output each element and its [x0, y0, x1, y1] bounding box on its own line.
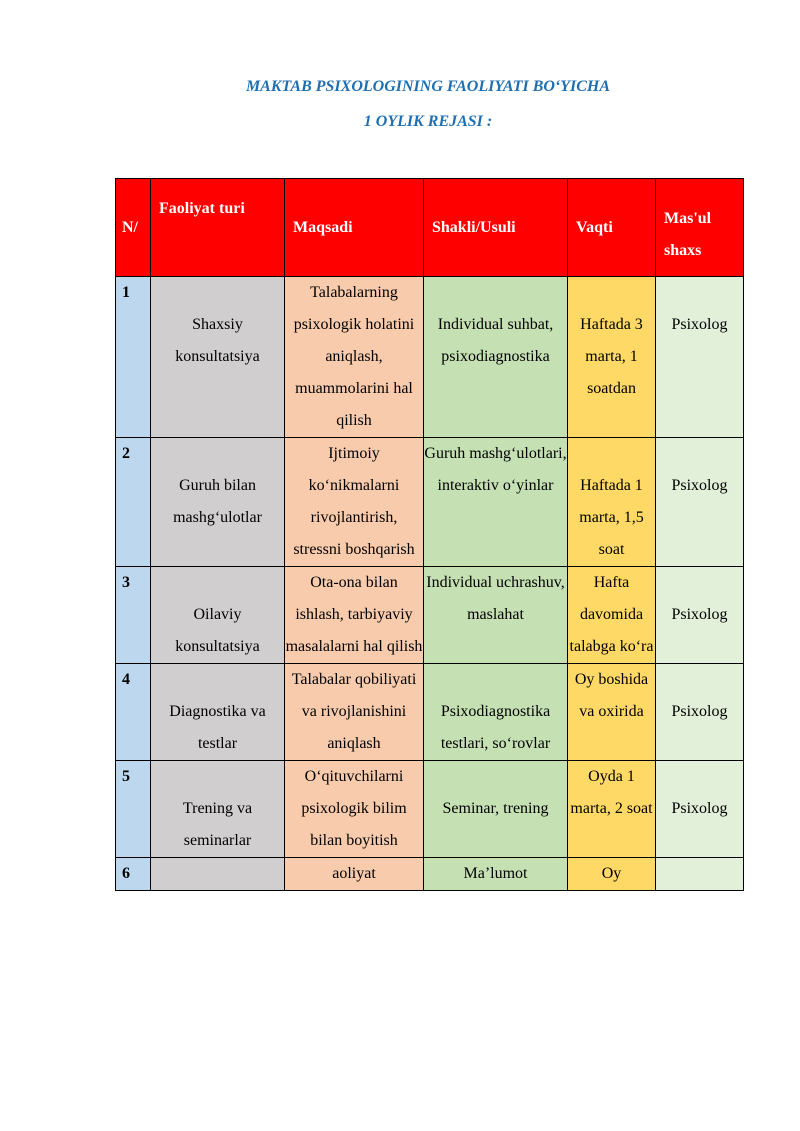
- header-responsible-person: Mas'ul shaxs: [656, 179, 744, 277]
- plan-table: [115, 178, 744, 891]
- row-number: 1: [116, 277, 151, 438]
- responsible-cell: Psixolog: [656, 438, 744, 567]
- header-number: N/: [116, 179, 151, 277]
- header-activity-type: Faoliyat turi: [151, 179, 285, 277]
- goal-cell: Ijtimoiy ko‘nikmalarni rivojlantirish, stressni boshqarish: [285, 438, 424, 567]
- goal-cell: Ota-ona bilan ishlash, tarbiyaviy masalalarni hal qilish: [285, 567, 424, 664]
- goal-cell: O‘qituvchilarni psixologik bilim bilan boyitish: [285, 761, 424, 858]
- activity-type-cell: Guruh bilan mashg‘ulotlar: [151, 438, 285, 567]
- form-cell: Individual suhbat, psixodiagnostika: [424, 277, 568, 438]
- time-cell: Haftada 3 marta, 1 soatdan: [568, 277, 656, 438]
- goal-cell: Talabalarning psixologik holatini aniqlash, muammolarini hal qilish: [285, 277, 424, 438]
- form-cell: Ma’lumot: [424, 858, 568, 891]
- table-row: [116, 277, 744, 438]
- responsible-cell: Psixolog: [656, 664, 744, 761]
- time-cell: Oy: [568, 858, 656, 891]
- activity-type-cell: Diagnostika va testlar: [151, 664, 285, 761]
- activity-type-cell: Oilaviy konsultatsiya: [151, 567, 285, 664]
- document-title: MAKTAB PSIXOLOGINING FAOLIYATI BO‘YICHA: [245, 78, 611, 95]
- header-goal: Maqsadi: [285, 179, 424, 277]
- time-cell: Oyda 1 marta, 2 soat: [568, 761, 656, 858]
- table-row: [116, 761, 744, 858]
- time-cell: Hafta davomida talabga ko‘ra: [568, 567, 656, 664]
- row-number: 3: [116, 567, 151, 664]
- row-number: 6: [116, 858, 151, 891]
- table-row: [116, 438, 744, 567]
- form-cell: Seminar, trening: [424, 761, 568, 858]
- header-form-method: Shakli/Usuli: [424, 179, 568, 277]
- responsible-cell: Psixolog: [656, 761, 744, 858]
- row-number: 4: [116, 664, 151, 761]
- table-row: [116, 664, 744, 761]
- row-number: 5: [116, 761, 151, 858]
- responsible-cell: [656, 858, 744, 891]
- row-number: 2: [116, 438, 151, 567]
- header-time: Vaqti: [568, 179, 656, 277]
- document-subtitle: 1 OYLIK REJASI :: [363, 113, 493, 130]
- form-cell: Guruh mashg‘ulotlari, interaktiv o‘yinlar: [424, 438, 568, 567]
- table-header-row: [116, 179, 744, 277]
- table-row: [116, 567, 744, 664]
- activity-type-cell: Trening va seminarlar: [151, 761, 285, 858]
- time-cell: Oy boshida va oxirida: [568, 664, 656, 761]
- goal-cell: Talabalar qobiliyati va rivojlanishini aniqlash: [285, 664, 424, 761]
- responsible-cell: Psixolog: [656, 567, 744, 664]
- activity-type-cell: [151, 858, 285, 891]
- time-cell: Haftada 1 marta, 1,5 soat: [568, 438, 656, 567]
- activity-type-cell: Shaxsiy konsultatsiya: [151, 277, 285, 438]
- responsible-cell: Psixolog: [656, 277, 744, 438]
- goal-cell: aoliyat: [285, 858, 424, 891]
- form-cell: Individual uchrashuv, maslahat: [424, 567, 568, 664]
- form-cell: Psixodiagnostika testlari, so‘rovlar: [424, 664, 568, 761]
- table-row: [116, 858, 744, 891]
